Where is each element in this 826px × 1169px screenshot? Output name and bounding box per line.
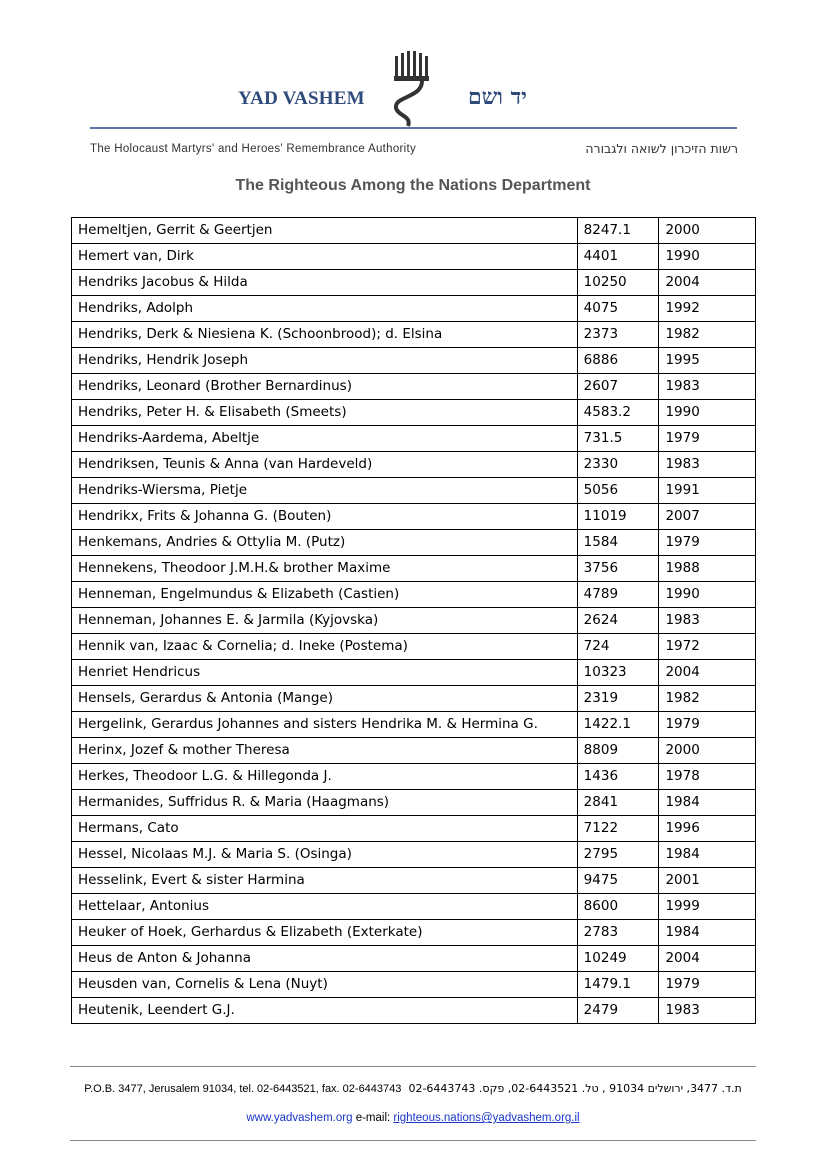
table-row — [72, 686, 756, 712]
cell-year: 1990 — [659, 244, 756, 270]
cell-name: Hensels, Gerardus & Antonia (Mange) — [72, 686, 578, 712]
cell-number: 1422.1 — [577, 712, 659, 738]
cell-name: Hendriks, Derk & Niesiena K. (Schoonbrood); d. Elsina — [72, 322, 578, 348]
cell-number: 6886 — [577, 348, 659, 374]
table-row — [72, 998, 756, 1024]
cell-number: 4401 — [577, 244, 659, 270]
cell-year: 2001 — [659, 868, 756, 894]
cell-number: 9475 — [577, 868, 659, 894]
cell-name: Hendriks, Adolph — [72, 296, 578, 322]
cell-year: 1979 — [659, 530, 756, 556]
cell-name: Henneman, Johannes E. & Jarmila (Kyjovska) — [72, 608, 578, 634]
cell-year: 1995 — [659, 348, 756, 374]
cell-name: Hettelaar, Antonius — [72, 894, 578, 920]
table-row — [72, 816, 756, 842]
table-row — [72, 270, 756, 296]
cell-year: 1983 — [659, 374, 756, 400]
cell-year: 1991 — [659, 478, 756, 504]
table-row — [72, 556, 756, 582]
table-row — [72, 764, 756, 790]
table-row — [72, 946, 756, 972]
footer-divider-bottom — [70, 1140, 756, 1141]
cell-year: 1984 — [659, 790, 756, 816]
cell-year: 2000 — [659, 218, 756, 244]
table-row — [72, 322, 756, 348]
cell-number: 4075 — [577, 296, 659, 322]
cell-year: 1992 — [659, 296, 756, 322]
cell-name: Heusden van, Cornelis & Lena (Nuyt) — [72, 972, 578, 998]
table-row — [72, 296, 756, 322]
cell-year: 1988 — [659, 556, 756, 582]
cell-year: 1978 — [659, 764, 756, 790]
cell-number: 2841 — [577, 790, 659, 816]
cell-year: 1996 — [659, 816, 756, 842]
cell-year: 1979 — [659, 972, 756, 998]
table-row — [72, 426, 756, 452]
table-row — [72, 218, 756, 244]
table-row — [72, 894, 756, 920]
table-row — [72, 608, 756, 634]
cell-number: 724 — [577, 634, 659, 660]
cell-number: 2624 — [577, 608, 659, 634]
cell-name: Henkemans, Andries & Ottylia M. (Putz) — [72, 530, 578, 556]
cell-number: 11019 — [577, 504, 659, 530]
cell-year: 2004 — [659, 660, 756, 686]
email-link[interactable]: righteous.nations@yadvashem.org.il — [393, 1112, 580, 1124]
cell-name: Hendriks, Leonard (Brother Bernardinus) — [72, 374, 578, 400]
cell-number: 8600 — [577, 894, 659, 920]
table-row — [72, 790, 756, 816]
authority-name-hebrew: רשות הזיכרון לשואה ולגבורה — [585, 141, 738, 156]
cell-name: Hesselink, Evert & sister Harmina — [72, 868, 578, 894]
cell-name: Hermans, Cato — [72, 816, 578, 842]
table-row — [72, 582, 756, 608]
cell-name: Hendrikx, Frits & Johanna G. (Bouten) — [72, 504, 578, 530]
cell-name: Heuker of Hoek, Gerhardus & Elizabeth (Exterkate) — [72, 920, 578, 946]
cell-number: 7122 — [577, 816, 659, 842]
cell-number: 10323 — [577, 660, 659, 686]
cell-name: Hendriks, Peter H. & Elisabeth (Smeets) — [72, 400, 578, 426]
cell-name: Hendriks Jacobus & Hilda — [72, 270, 578, 296]
cell-name: Heutenik, Leendert G.J. — [72, 998, 578, 1024]
table-row — [72, 504, 756, 530]
cell-number: 1436 — [577, 764, 659, 790]
cell-name: Herkes, Theodoor L.G. & Hillegonda J. — [72, 764, 578, 790]
footer-address — [0, 1082, 826, 1095]
cell-number: 1584 — [577, 530, 659, 556]
cell-year: 1983 — [659, 998, 756, 1024]
cell-name: Hennik van, Izaac & Cornelia; d. Ineke (Postema) — [72, 634, 578, 660]
cell-number: 731.5 — [577, 426, 659, 452]
cell-year: 2007 — [659, 504, 756, 530]
cell-number: 2479 — [577, 998, 659, 1024]
cell-number: 4789 — [577, 582, 659, 608]
cell-number: 2373 — [577, 322, 659, 348]
cell-number: 2783 — [577, 920, 659, 946]
cell-number: 4583.2 — [577, 400, 659, 426]
table-row — [72, 972, 756, 998]
letterhead — [0, 0, 826, 205]
cell-year: 1983 — [659, 608, 756, 634]
cell-number: 5056 — [577, 478, 659, 504]
footer-divider-top — [70, 1066, 756, 1067]
cell-name: Hemeltjen, Gerrit & Geertjen — [72, 218, 578, 244]
header-divider — [90, 127, 737, 129]
table-row — [72, 660, 756, 686]
cell-name: Hergelink, Gerardus Johannes and sisters Hendrika M. & Hermina G. — [72, 712, 578, 738]
cell-name: Herinx, Jozef & mother Theresa — [72, 738, 578, 764]
email-label: e-mail: — [355, 1112, 391, 1124]
cell-year: 1979 — [659, 426, 756, 452]
table-row — [72, 920, 756, 946]
righteous-list-table — [71, 217, 756, 1024]
address-english: P.O.B. 3477, Jerusalem 91034, tel. 02-6443521, fax. 02-6443743 — [84, 1083, 402, 1095]
cell-number: 8809 — [577, 738, 659, 764]
menorah-logo-icon — [386, 50, 436, 130]
cell-number: 10249 — [577, 946, 659, 972]
cell-year: 1999 — [659, 894, 756, 920]
cell-name: Hendriks-Wiersma, Pietje — [72, 478, 578, 504]
cell-year: 2004 — [659, 946, 756, 972]
brand-name-hebrew: יד ושם — [468, 84, 527, 110]
table-row — [72, 842, 756, 868]
cell-number: 3756 — [577, 556, 659, 582]
cell-name: Heus de Anton & Johanna — [72, 946, 578, 972]
cell-name: Hessel, Nicolaas M.J. & Maria S. (Osinga) — [72, 842, 578, 868]
table-row — [72, 244, 756, 270]
table-row — [72, 452, 756, 478]
department-title: The Righteous Among the Nations Department — [235, 177, 591, 194]
brand-name-english: YAD VASHEM — [238, 88, 365, 109]
cell-name: Hemert van, Dirk — [72, 244, 578, 270]
cell-year: 1982 — [659, 686, 756, 712]
cell-number: 2795 — [577, 842, 659, 868]
cell-number: 8247.1 — [577, 218, 659, 244]
cell-year: 2000 — [659, 738, 756, 764]
cell-number: 2330 — [577, 452, 659, 478]
cell-year: 1982 — [659, 322, 756, 348]
cell-year: 1972 — [659, 634, 756, 660]
table-row — [72, 478, 756, 504]
authority-name-english: The Holocaust Martyrs' and Heroes' Remembrance Authority — [90, 143, 417, 155]
cell-number: 2607 — [577, 374, 659, 400]
table-row — [72, 348, 756, 374]
cell-name: Henneman, Engelmundus & Elizabeth (Castien) — [72, 582, 578, 608]
cell-year: 1984 — [659, 842, 756, 868]
cell-name: Hendriks, Hendrik Joseph — [72, 348, 578, 374]
table-row — [72, 530, 756, 556]
cell-year: 1983 — [659, 452, 756, 478]
table-row — [72, 634, 756, 660]
website-link[interactable]: www.yadvashem.org — [246, 1112, 353, 1124]
cell-name: Hendriksen, Teunis & Anna (van Hardeveld) — [72, 452, 578, 478]
cell-year: 1979 — [659, 712, 756, 738]
cell-name: Hendriks-Aardema, Abeltje — [72, 426, 578, 452]
cell-number: 1479.1 — [577, 972, 659, 998]
cell-year: 1990 — [659, 400, 756, 426]
table-row — [72, 374, 756, 400]
cell-number: 2319 — [577, 686, 659, 712]
cell-year: 1984 — [659, 920, 756, 946]
cell-year: 1990 — [659, 582, 756, 608]
table-row — [72, 868, 756, 894]
cell-name: Henriet Hendricus — [72, 660, 578, 686]
cell-name: Hennekens, Theodoor J.M.H.& brother Maxime — [72, 556, 578, 582]
cell-name: Hermanides, Suffridus R. & Maria (Haagmans) — [72, 790, 578, 816]
cell-year: 2004 — [659, 270, 756, 296]
cell-number: 10250 — [577, 270, 659, 296]
table-row — [72, 400, 756, 426]
table-row — [72, 738, 756, 764]
address-hebrew: ת.ד. 3477, ירושלים 91034 , טל. 02-6443521, פקס. 02-6443743 — [408, 1082, 742, 1095]
table-row — [72, 712, 756, 738]
footer-contact — [0, 1112, 826, 1124]
